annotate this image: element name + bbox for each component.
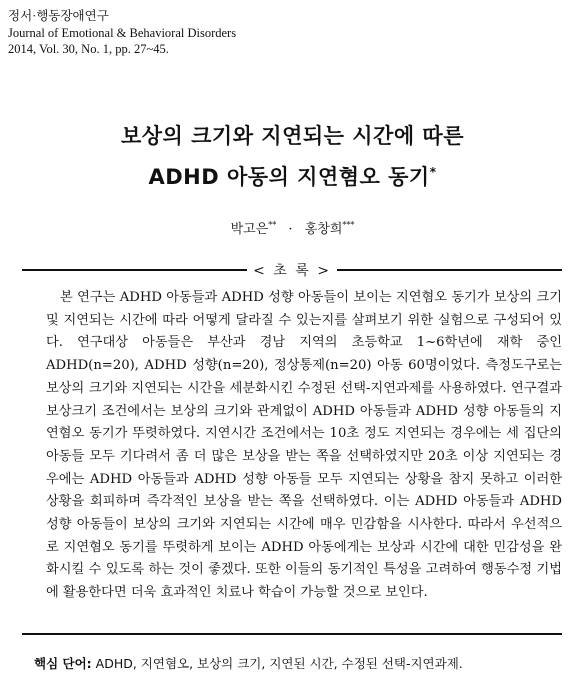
abstract-rule-right [337, 269, 562, 271]
abstract-text: 본 연구는 ADHD 아동들과 ADHD 성향 아동들이 보이는 지연혐오 동기가 보상의 크기 및 지연되는 시간에 따라 어떻게 달라질 수 있는지를 살펴보기 위한 실험으로 구성되어 있다. 연구대상 아동들은 부산과 경남 지역의 초등학교 1~6학년에 재학 중인 ADHD(n=20), ADHD 성향(n=20), 정상통제(n=20) 아동 60명이었다. 측정도구로는 보상의 크기와 지연되는 시간을 세분화시킨 수정된 선택-지연과제를 사용하였다. 연구결과 보상크기 조건에서는 보상의 크기와 관계없이 ADHD 아동들과 ADHD 성향 아동들의 지연혐오 동기가 뚜렷하였다. 지연시간 조건에서는 10초 정도 지연되는 경우에는 세 집단의 아동들 모두 기다려서 좀 더 많은 보상을 받는 쪽을 선택하였지만 20초 이상 지연되는 경우에는 ADHD 아동들과 ADHD 성향 아동들 모두 지연되는 상황을 참지 못하고 이러한 상황을 회피하며 즉각적인 보상을 받는 쪽을 선택하였다. 이는 ADHD 아동들과 ADHD 성향 아동들이 보상의 크기와 지연되는 시간에 매우 민감함을 시사한다. 따라서 우선적으로 지연혐오 동기를 뚜렷하게 보이는 ADHD 아동에게는 보상과 시간에 대한 민감성을 완화시킬 수 있도록 하는 것이 좋겠다. 또한 이들의 동기적인 특성을 고려하여 행동수정 기법에 활용한다면 더욱 효과적인 치료나 학습이 가능할 것으로 보인다. [46, 290, 562, 601]
paper-title [0, 118, 585, 195]
abstract-heading: < 초 록 > [253, 263, 331, 279]
title-line-2-text: ADHD 아동의 지연혐오 동기 [148, 165, 430, 189]
abstract-bottom-rule [22, 633, 562, 635]
abstract-heading-row [22, 260, 562, 280]
abstract-body [46, 287, 562, 605]
title-line-2 [0, 154, 585, 195]
author-1-mark: ** [268, 220, 277, 230]
author-list [0, 218, 585, 237]
journal-korean-name: 정서·행동장애연구 [8, 9, 109, 23]
keywords-text: ADHD, 지연혐오, 보상의 크기, 지연된 시간, 수정된 선택-지연과제. [95, 656, 463, 671]
title-footnote-mark: * [429, 165, 437, 179]
journal-english-name: Journal of Emotional & Behavioral Disorders [8, 25, 237, 40]
author-2-mark: *** [342, 220, 355, 230]
author-2: 홍창희 [304, 222, 343, 237]
journal-citation: 2014, Vol. 30, No. 1, pp. 27~45. [8, 42, 169, 56]
author-1: 박고은 [230, 222, 269, 237]
keywords-line [34, 654, 463, 672]
journal-header [8, 8, 236, 58]
abstract-rule-left [22, 269, 247, 271]
author-separator: · [288, 222, 293, 237]
title-line-1: 보상의 크기와 지연되는 시간에 따른 [120, 124, 465, 148]
keywords-label: 핵심 단어: [34, 656, 92, 671]
